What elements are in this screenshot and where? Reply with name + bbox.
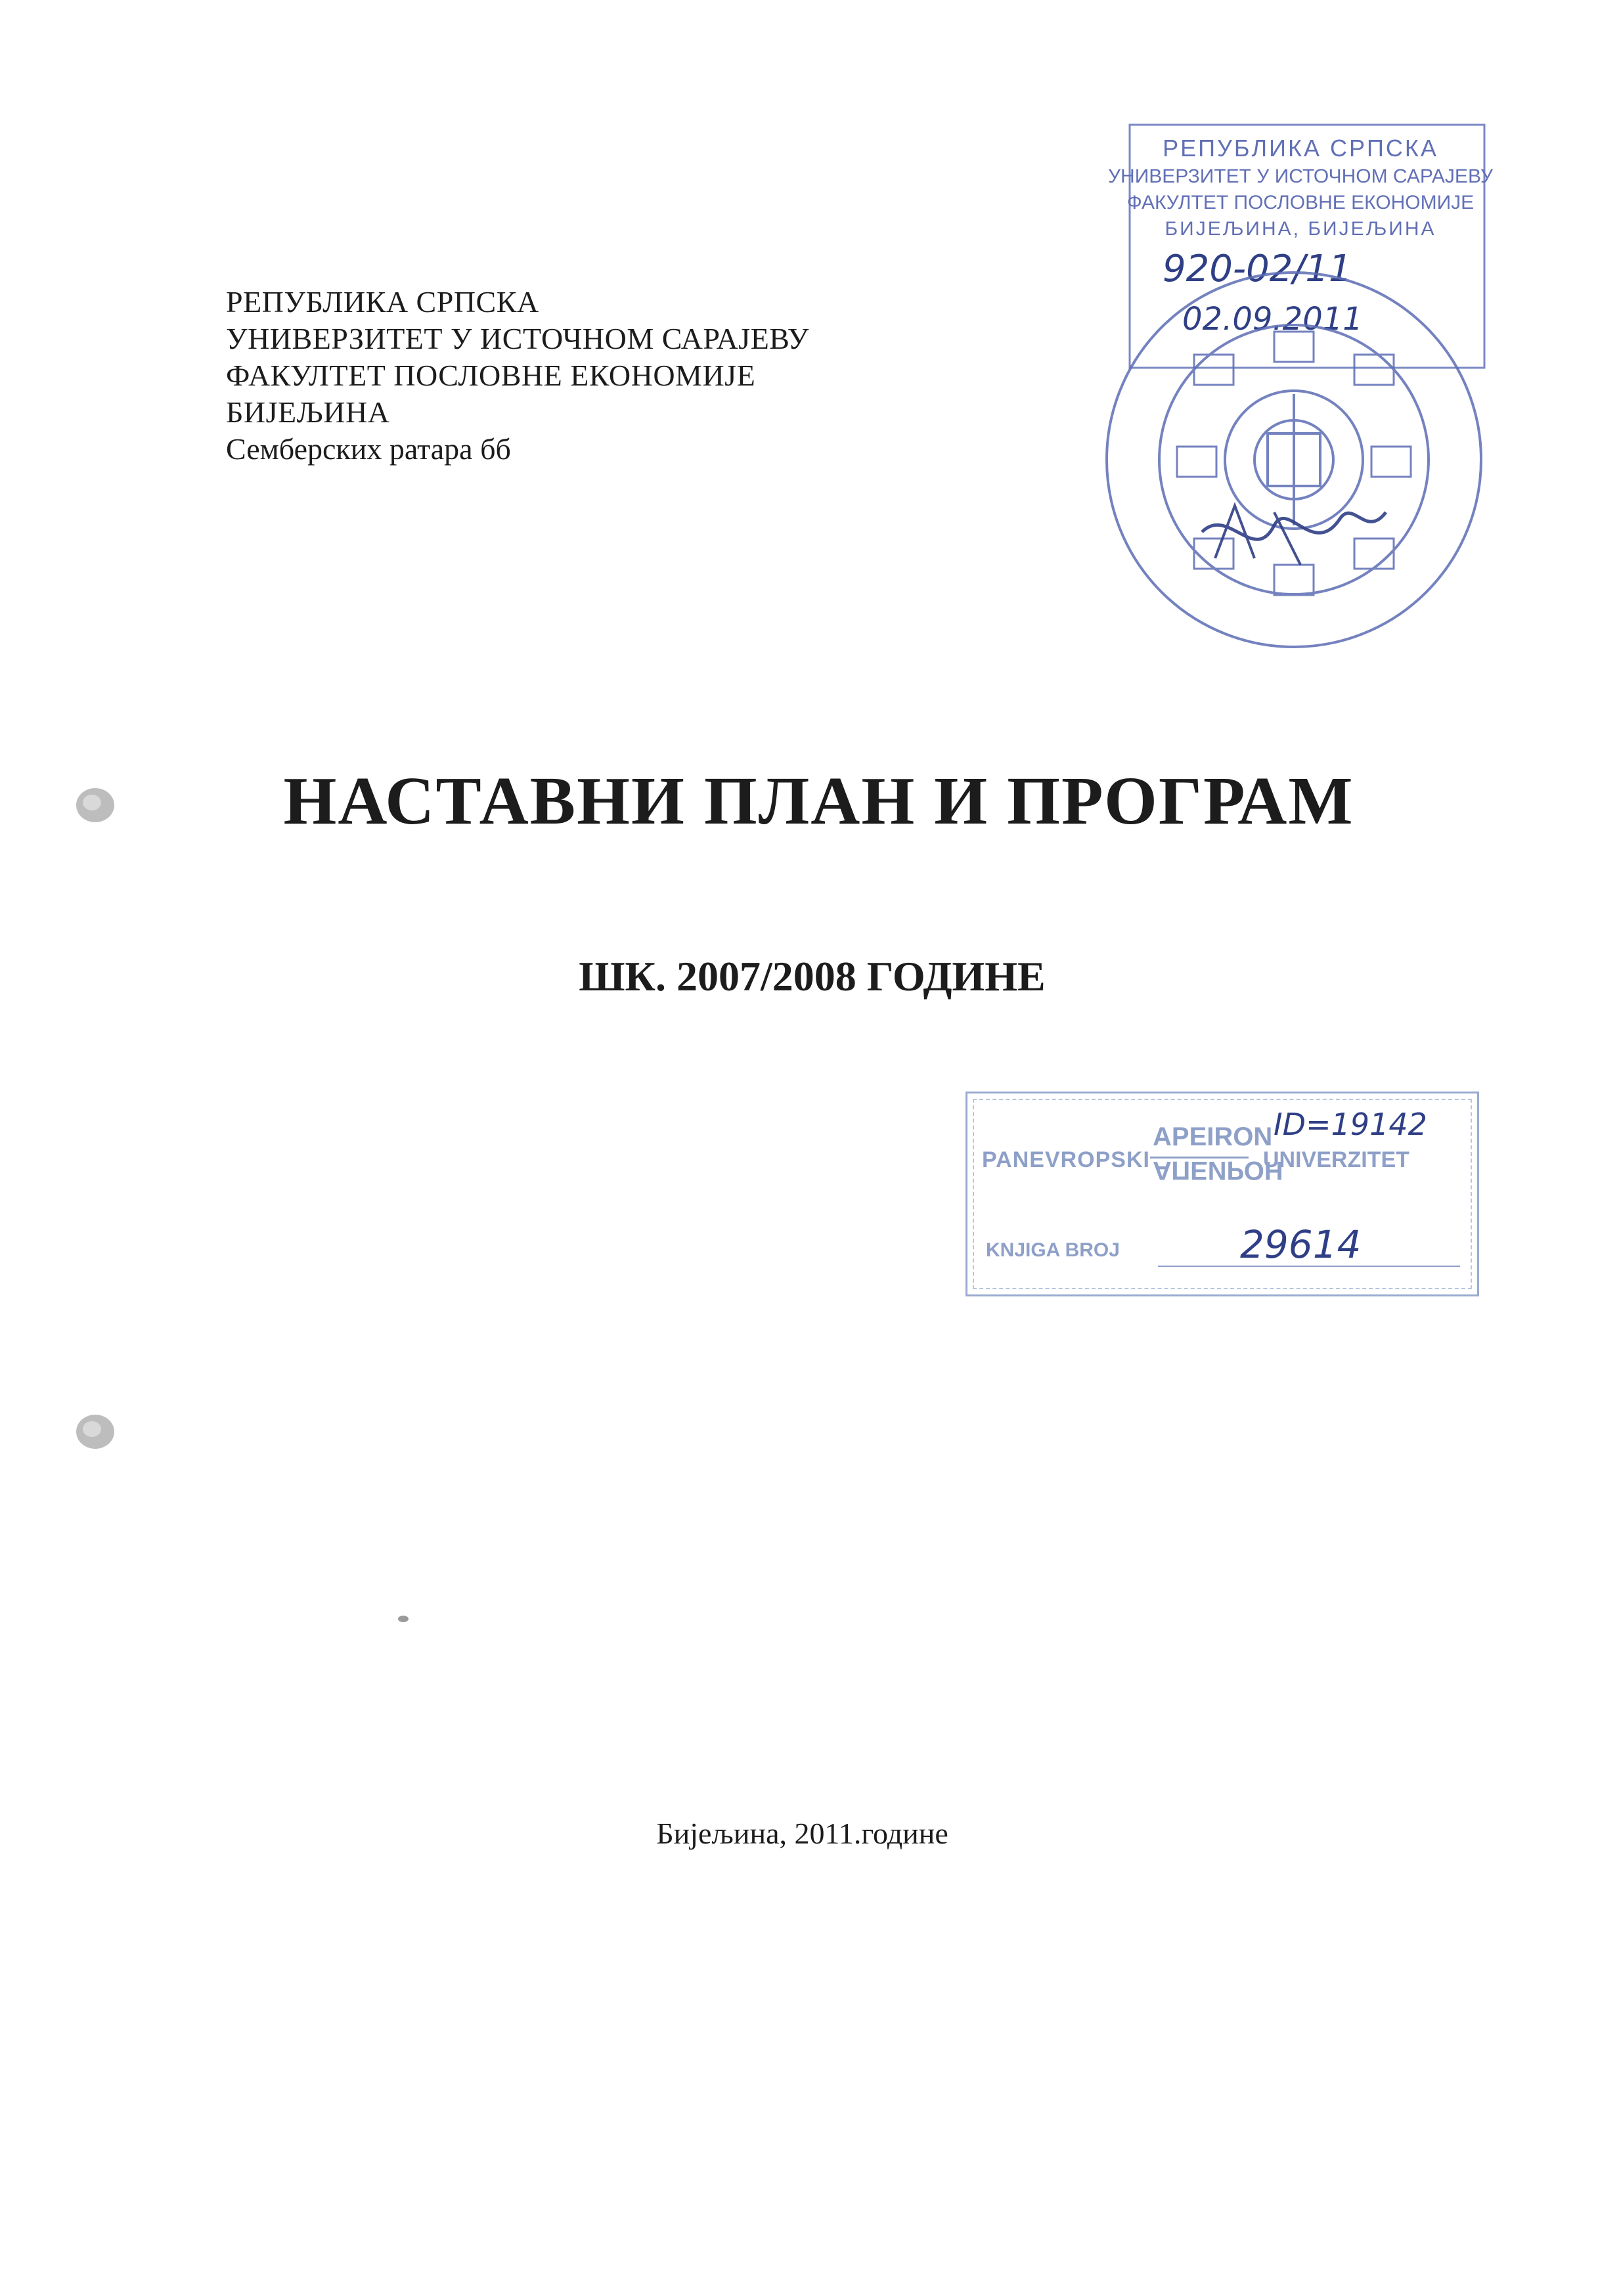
academic-year-subtitle: ШК. 2007/2008 ГОДИНЕ (579, 953, 1046, 1000)
library-stamp-apeiron: APEIRON (1153, 1122, 1273, 1151)
letterhead-faculty: ФАКУЛТЕТ ПОСЛОВНЕ ЕКОНОМИЈЕ (226, 359, 756, 392)
receipt-stamp-line4: БИЈЕЉИНА, БИЈЕЉИНА (1165, 218, 1436, 240)
letterhead-address: Семберских ратара бб (226, 432, 511, 466)
place-and-date: Бијељина, 2011.године (656, 1817, 948, 1850)
library-stamp-knjiga-label: KNJIGA BROJ (986, 1239, 1120, 1261)
letterhead-city: БИЈЕЉИНА (226, 395, 390, 429)
library-stamp-univerzitet: UNIVERZITET (1263, 1147, 1409, 1172)
document-title: НАСТАВНИ ПЛАН И ПРОГРАМ (283, 763, 1354, 839)
library-stamp (965, 1092, 1479, 1296)
receipt-stamp-line3: ФАКУЛТЕТ ПОСЛОВНЕ ЕКОНОМИЈЕ (1126, 192, 1475, 213)
letterhead-republic: РЕПУБЛИКА СРПСКА (226, 285, 539, 319)
receipt-stamp-date: 02.09.2011 (1182, 301, 1363, 338)
letterhead-university: УНИВЕРЗИТЕТ У ИСТОЧНОМ САРАЈЕВУ (226, 322, 809, 355)
scan-speck (398, 1616, 409, 1622)
library-stamp-book-number: 29614 (1240, 1222, 1362, 1267)
receipt-stamp-line1: РЕПУБЛИКА СРПСКА (1163, 135, 1438, 162)
library-stamp-id: ID=19142 (1274, 1107, 1427, 1142)
faculty-seal-stamp (1103, 105, 1498, 657)
letterhead (226, 284, 809, 468)
receipt-stamp-line2: УНИВЕРЗИТЕТ У ИСТОЧНОМ САРАЈЕВУ (1107, 166, 1494, 187)
library-stamp-panevropski: PANEVROPSKI (982, 1147, 1150, 1172)
punch-hole-bottom (76, 1415, 114, 1449)
receipt-stamp-number: 920-02/11 (1163, 248, 1352, 290)
library-stamp-apeiron-cyrillic: АПЕИРОН (1153, 1156, 1283, 1185)
punch-hole-top (76, 788, 114, 822)
